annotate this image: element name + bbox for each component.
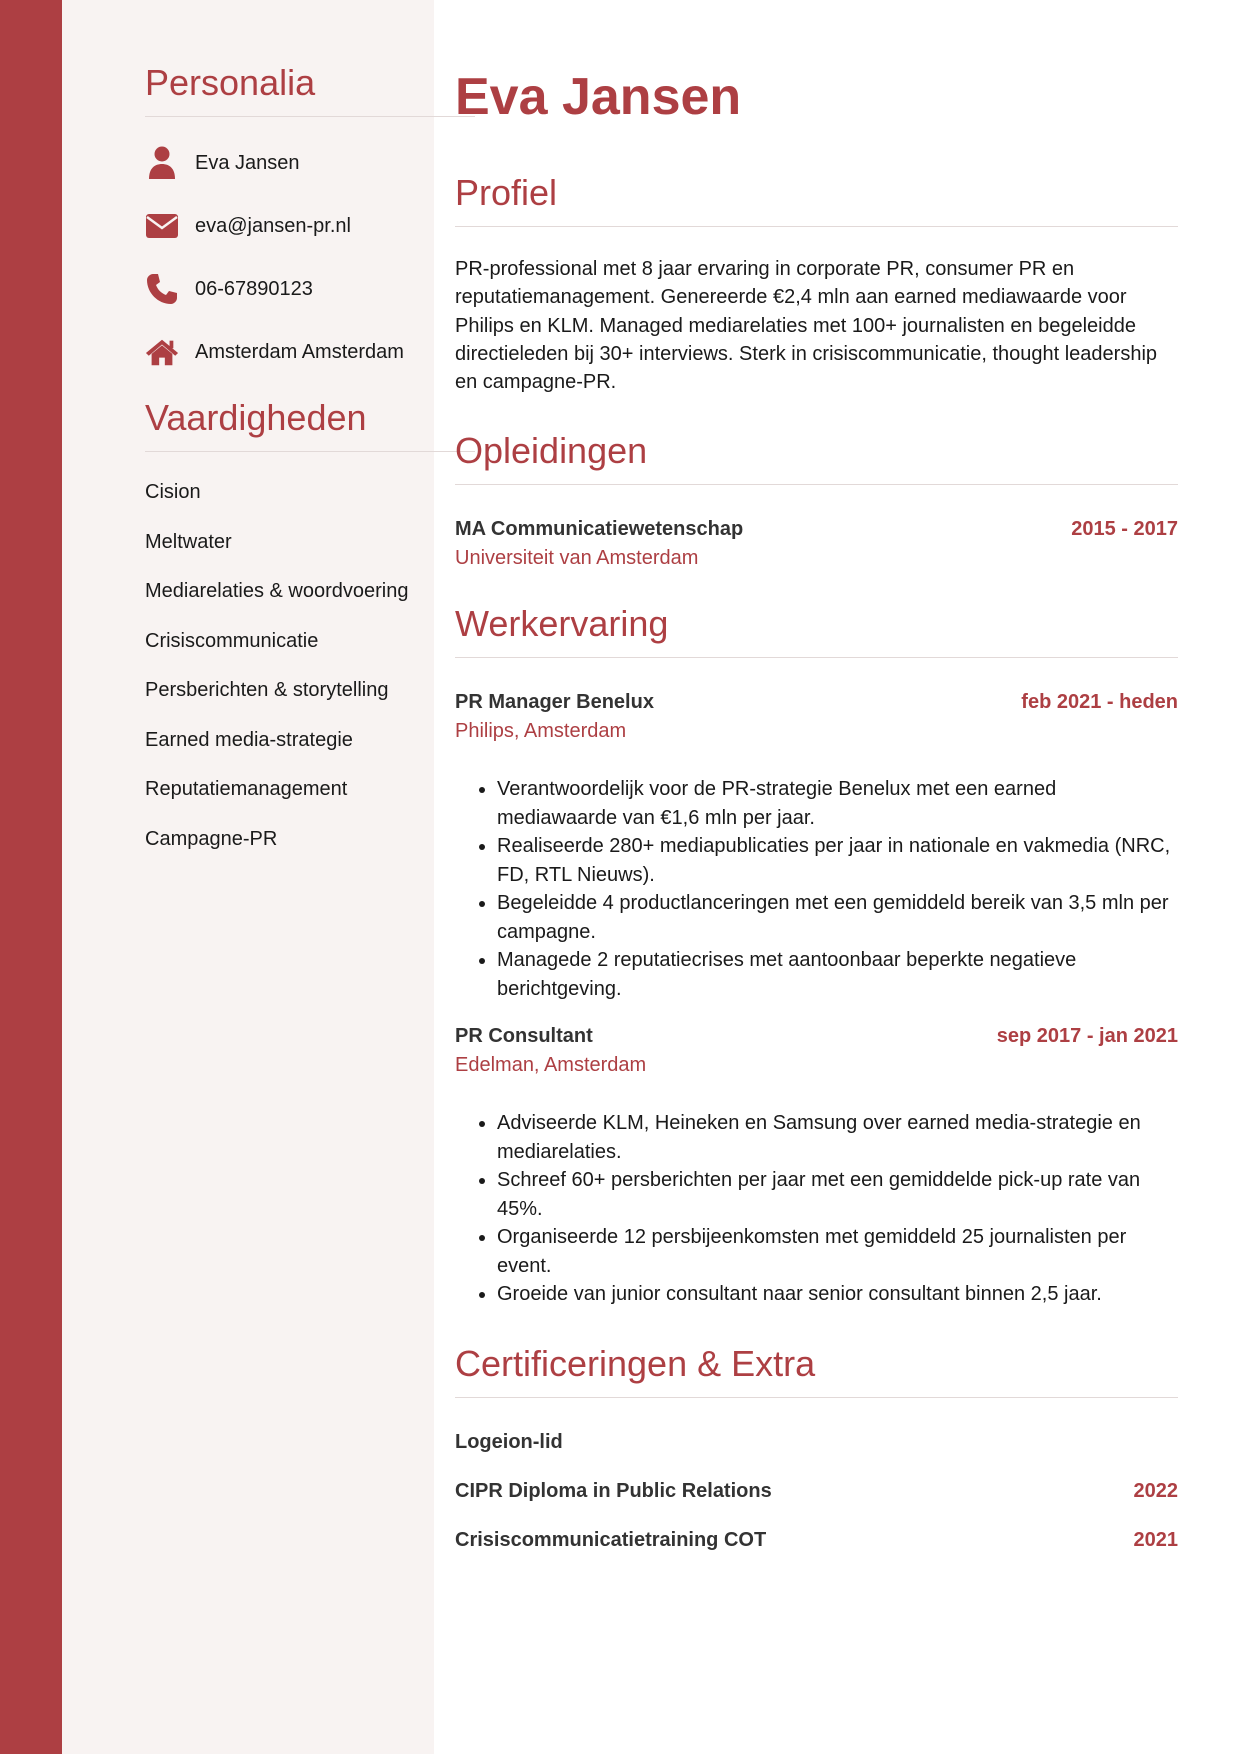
certification-name: CIPR Diploma in Public Relations bbox=[455, 1479, 772, 1502]
user-icon bbox=[145, 146, 179, 180]
education-dates: 2015 - 2017 bbox=[1071, 518, 1178, 541]
job-company: Edelman, Amsterdam bbox=[455, 1054, 647, 1077]
job-dates: feb 2021 - heden bbox=[1021, 691, 1178, 714]
sidebar-content bbox=[145, 62, 475, 876]
sidebar bbox=[62, 0, 434, 1754]
job-role: PR Manager Benelux bbox=[455, 691, 654, 714]
contact-item-name bbox=[145, 145, 475, 181]
job-bullet: • Schreef 60+ persberichten per jaar met een gemiddelde pick-up rate van 45%. bbox=[497, 1166, 1178, 1223]
job-bullet: • Realiseerde 280+ mediapublicaties per jaar in nationale en vakmedia (NRC, FD, RTL Nieuws). bbox=[497, 832, 1178, 889]
experience-section-title: Werkervaring bbox=[455, 603, 1178, 658]
skill-list bbox=[145, 480, 475, 851]
education-degree: MA Communicatiewetenschap bbox=[455, 518, 744, 541]
profile-section bbox=[455, 172, 1178, 396]
phone-icon bbox=[145, 272, 179, 306]
job-company: Philips, Amsterdam bbox=[455, 720, 627, 743]
skill-item: Campagne-PR bbox=[145, 827, 278, 850]
contact-list bbox=[145, 145, 475, 370]
contact-address: Amsterdam Amsterdam bbox=[195, 340, 404, 363]
skill-item: Reputatiemanagement bbox=[145, 778, 348, 800]
contact-name: Eva Jansen bbox=[195, 151, 300, 174]
job-bullet: • Adviseerde KLM, Heineken en Samsung over earned media-strategie en mediarelaties. bbox=[497, 1109, 1178, 1166]
job-role: PR Consultant bbox=[455, 1025, 593, 1048]
job-bullet: • Organiseerde 12 persbijeenkomsten met gemiddeld 25 journalisten per event. bbox=[497, 1223, 1178, 1280]
skill-item: Crisiscommunicatie bbox=[145, 629, 319, 652]
contact-phone[interactable]: 06-67890123 bbox=[195, 277, 313, 300]
job-entry bbox=[455, 691, 1178, 1003]
education-section-title: Opleidingen bbox=[455, 430, 1178, 485]
certification-name: Crisiscommunicatietraining COT bbox=[455, 1528, 767, 1551]
certifications-section-title: Certificeringen & Extra bbox=[455, 1343, 1178, 1398]
job-entry bbox=[455, 1025, 1178, 1309]
experience-section bbox=[455, 603, 1178, 1309]
certification-year: 2022 bbox=[1133, 1479, 1178, 1502]
accent-stripe bbox=[0, 0, 62, 1754]
main-content bbox=[455, 62, 1178, 1552]
certification-entry bbox=[455, 1431, 1178, 1454]
certification-entry bbox=[455, 1480, 1178, 1503]
profile-section-title: Profiel bbox=[455, 172, 1178, 227]
certification-name: Logeion-lid bbox=[455, 1430, 563, 1453]
home-icon bbox=[145, 335, 179, 369]
skill-item: Meltwater bbox=[145, 530, 232, 553]
contact-item-address bbox=[145, 334, 475, 370]
job-bullets bbox=[455, 775, 1178, 1003]
job-bullets bbox=[455, 1109, 1178, 1309]
contact-item-email bbox=[145, 208, 475, 244]
certification-year: 2021 bbox=[1133, 1528, 1178, 1551]
certifications-section bbox=[455, 1343, 1178, 1552]
profile-text: PR-professional met 8 jaar ervaring in corporate PR, consumer PR en reputatiemanagement. Genereerde €2,4 mln aan earned mediawaarde voor Philips en KLM. Managed mediarelaties met 100+ journalisten en begeleidde directieleden bij 30+ interviews. Sterk in crisiscommunicatie, thought leadership en campagne-PR. bbox=[455, 258, 1158, 394]
education-entry bbox=[455, 518, 1178, 570]
education-school: Universiteit van Amsterdam bbox=[455, 547, 699, 570]
certification-entry bbox=[455, 1529, 1178, 1552]
job-bullet: • Verantwoordelijk voor de PR-strategie Benelux met een earned mediawaarde van €1,6 mln per jaar. bbox=[497, 775, 1178, 832]
contact-item-phone bbox=[145, 271, 475, 307]
job-bullet: • Groeide van junior consultant naar senior consultant binnen 2,5 jaar. bbox=[497, 1280, 1178, 1309]
skill-item: Persberichten & storytelling bbox=[145, 679, 389, 701]
job-dates: sep 2017 - jan 2021 bbox=[996, 1025, 1178, 1048]
personal-section-title: Personalia bbox=[145, 62, 475, 117]
job-bullet: • Begeleidde 4 productlanceringen met een gemiddeld bereik van 3,5 mln per campagne. bbox=[497, 889, 1178, 946]
skill-item: Cision bbox=[145, 481, 201, 503]
job-bullet: • Managede 2 reputatiecrises met aantoonbaar beperkte negatieve berichtgeving. bbox=[497, 946, 1178, 1003]
education-section bbox=[455, 430, 1178, 570]
candidate-name: Eva Jansen bbox=[455, 68, 742, 126]
contact-email[interactable]: eva@jansen-pr.nl bbox=[195, 214, 351, 237]
skill-item: Mediarelaties & woordvoering bbox=[145, 580, 409, 602]
envelope-icon bbox=[145, 209, 179, 243]
skills-section-title: Vaardigheden bbox=[145, 397, 475, 452]
skill-item: Earned media-strategie bbox=[145, 728, 353, 751]
